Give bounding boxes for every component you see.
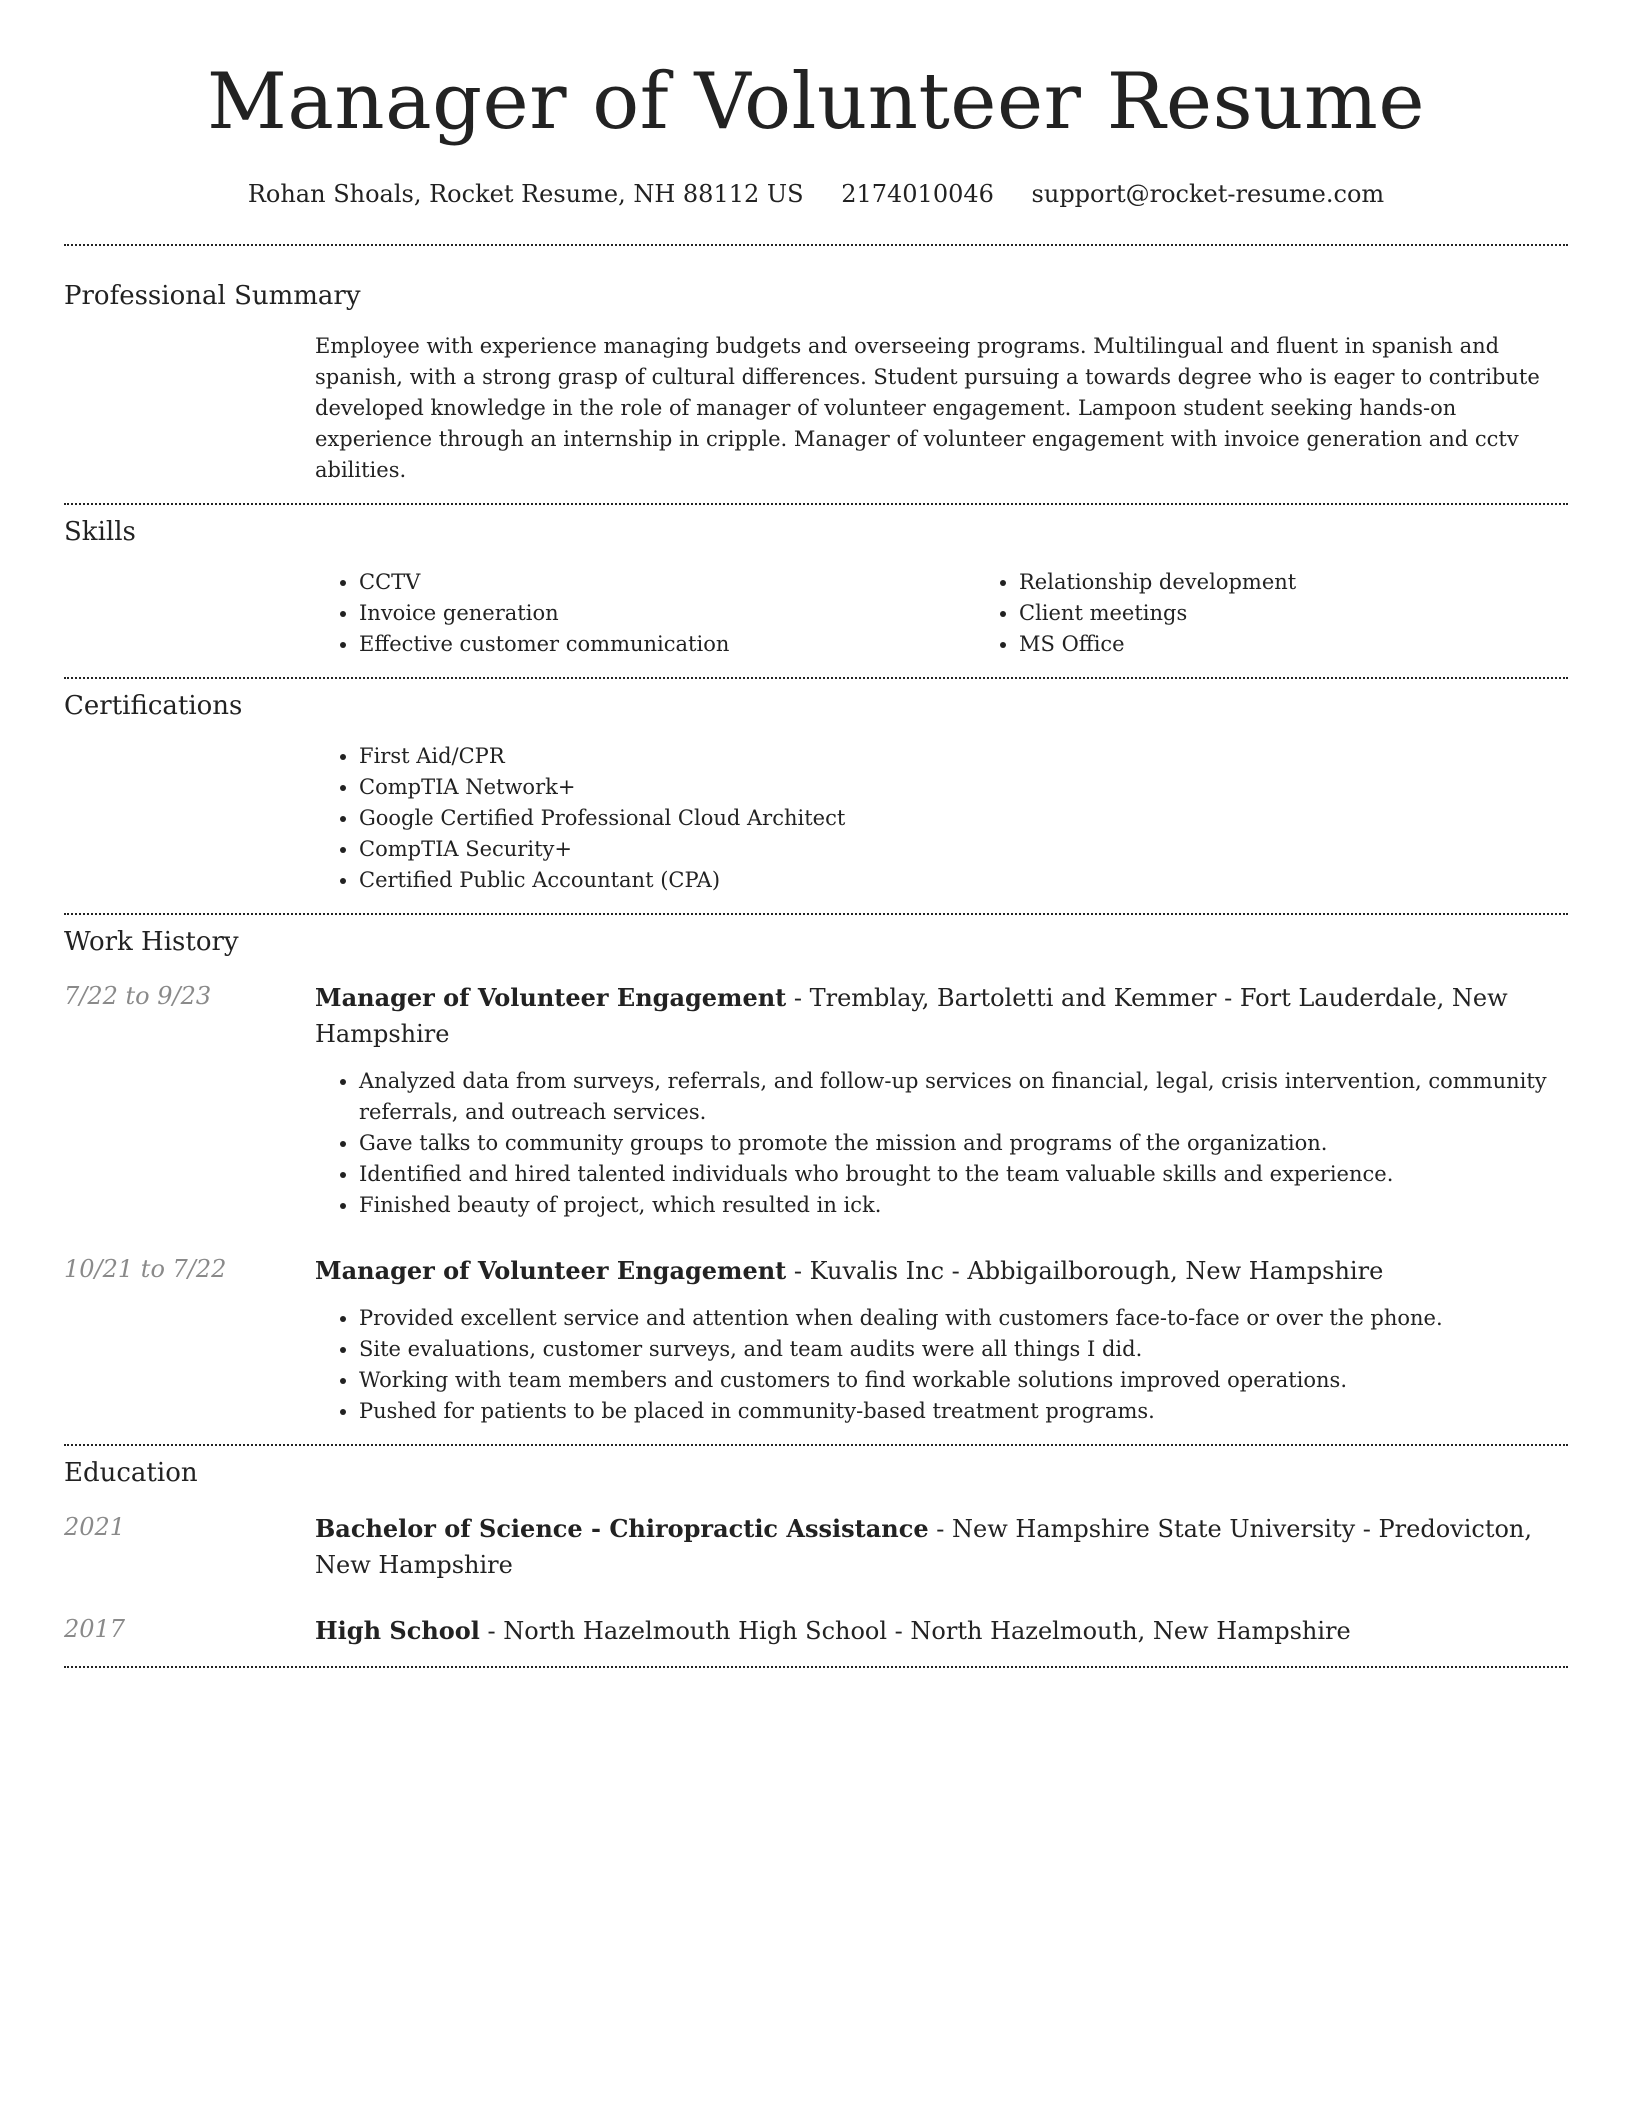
job-heading xyxy=(315,1253,1568,1289)
skill-item: • Client meetings xyxy=(1019,598,1296,629)
job-title: Manager of Volunteer Engagement xyxy=(315,1256,787,1285)
certification-item: • CompTIA Network+ xyxy=(359,772,1568,803)
education-entry xyxy=(64,1613,1568,1649)
education-entry xyxy=(64,1511,1568,1583)
certification-item: • Google Certified Professional Cloud Architect xyxy=(359,803,1568,834)
summary-section xyxy=(64,246,1568,486)
section-title-education: Education xyxy=(64,1458,198,1488)
education-details: - New Hampshire State University - Predovicton, New Hampshire xyxy=(315,1515,1533,1579)
education-year: 2017 xyxy=(64,1615,126,1643)
certifications-list xyxy=(315,741,1568,896)
job-bullet: • Working with team members and customers to find workable solutions improved operations. xyxy=(359,1365,1568,1396)
certifications-section xyxy=(64,679,1568,896)
education-heading xyxy=(315,1613,1568,1649)
education-details: - North Hazelmouth High School - North Hazelmouth, New Hampshire xyxy=(479,1617,1351,1645)
education-heading xyxy=(315,1511,1568,1583)
page-title: Manager of Volunteer Resume xyxy=(207,57,1425,147)
job-bullet: • Site evaluations, customer surveys, and team audits were all things I did. xyxy=(359,1334,1568,1365)
job-title: Manager of Volunteer Engagement xyxy=(315,983,787,1012)
skill-item: • CCTV xyxy=(359,567,975,598)
job-bullet: • Gave talks to community groups to promote the mission and programs of the organization. xyxy=(359,1128,1568,1159)
job-details: - Kuvalis Inc - Abbigailborough, New Hampshire xyxy=(786,1257,1384,1285)
section-title-certifications: Certifications xyxy=(64,691,243,721)
job-heading xyxy=(315,980,1568,1052)
job-bullets xyxy=(315,1066,1568,1221)
contact-address: Rohan Shoals, Rocket Resume, NH 88112 US xyxy=(247,180,804,208)
job-bullet: • Analyzed data from surveys, referrals, and follow-up services on financial, legal, crisis intervention, community referrals, and outreach services. xyxy=(359,1066,1568,1128)
skill-item: • MS Office xyxy=(1019,629,1296,660)
skills-section xyxy=(64,505,1568,660)
contact-email: support@rocket-resume.com xyxy=(1031,180,1385,208)
job-dates: 7/22 to 9/23 xyxy=(64,982,212,1010)
education-year: 2021 xyxy=(64,1513,126,1541)
education-degree: High School xyxy=(315,1616,480,1645)
job-bullet: • Identified and hired talented individuals who brought to the team valuable skills and experience. xyxy=(359,1159,1568,1190)
work-history-section xyxy=(64,915,1568,1427)
certification-item: • CompTIA Security+ xyxy=(359,834,1568,865)
section-title-skills: Skills xyxy=(64,517,136,547)
section-title-summary: Professional Summary xyxy=(64,281,361,311)
contact-phone: 2174010046 xyxy=(841,180,994,208)
certification-item: • Certified Public Accountant (CPA) xyxy=(359,865,1568,896)
skill-item: • Invoice generation xyxy=(359,598,975,629)
education-section xyxy=(64,1446,1568,1649)
job-details: - Tremblay, Bartoletti and Kemmer - Fort Lauderdale, New Hampshire xyxy=(315,984,1508,1048)
job-entry xyxy=(64,980,1568,1221)
skill-item: • Effective customer communication xyxy=(359,629,975,660)
section-title-work-history: Work History xyxy=(64,927,239,957)
skill-item: • Relationship development xyxy=(1019,567,1296,598)
skills-list-1 xyxy=(315,567,975,660)
job-bullet: • Provided excellent service and attention when dealing with customers face-to-face or over the phone. xyxy=(359,1303,1568,1334)
job-bullets xyxy=(315,1303,1568,1427)
job-entry xyxy=(64,1253,1568,1427)
education-degree: Bachelor of Science - Chiropractic Assistance xyxy=(315,1514,929,1543)
job-bullet: • Finished beauty of project, which resulted in ick. xyxy=(359,1190,1568,1221)
job-bullet: • Pushed for patients to be placed in community-based treatment programs. xyxy=(359,1396,1568,1427)
job-dates: 10/21 to 7/22 xyxy=(64,1255,227,1283)
certification-item: • First Aid/CPR xyxy=(359,741,1568,772)
skills-list-2 xyxy=(975,567,1296,660)
contact-line xyxy=(64,178,1568,210)
divider xyxy=(64,1666,1568,1668)
summary-text: Employee with experience managing budgets and overseeing programs. Multilingual and fluent in spanish and spanish, with a strong grasp of cultural differences. Student pursuing a towards degree who is eager to contribute developed knowledge in the role of manager of volunteer engagement. Lampoon student seeking hands-on experience through an internship in cripple. Manager of volunteer engagement with invoice generation and cctv abilities. xyxy=(315,334,1540,482)
